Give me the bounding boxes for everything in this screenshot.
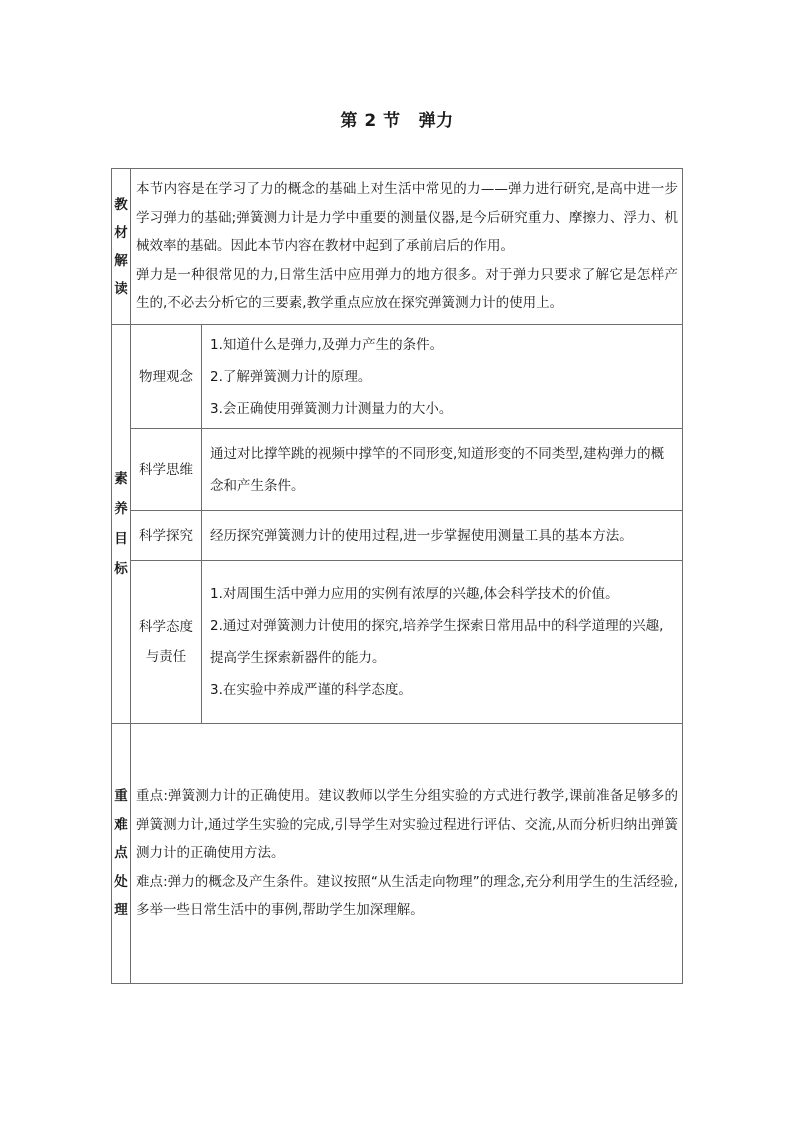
scientific-inquiry-text: 经历探究弹簧测力计的使用过程,进一步掌握使用测量工具的基本方法。 (210, 527, 633, 544)
scientific-inquiry-row (112, 511, 683, 561)
attitude-responsibility-content (202, 561, 683, 724)
textbook-reading-paragraph: 弹力是一种很常见的力,日常生活中应用弹力的地方很多。对于弹力只要求了解它是怎样产生的,不必去分析它的三要素,教学重点应放在探究弹簧测力计的使用上。 (136, 266, 678, 312)
textbook-reading-label: 教 材 解 读 (112, 169, 131, 325)
literacy-goals-label: 素 养 目 标 (112, 325, 131, 724)
list-item: 1.对周围生活中弹力应用的实例有浓厚的兴趣,体会科学技术的价值。 (210, 586, 619, 602)
section-name: 弹力 (418, 111, 454, 131)
key-difficult-row (112, 724, 683, 984)
key-difficult-label: 重 难 点 处 理 (112, 724, 131, 984)
list-item: 3.会正确使用弹簧测力计测量力的大小。 (210, 400, 453, 417)
physics-concept-content (202, 325, 683, 429)
difficult-point-paragraph: 难点:弹力的概念及产生条件。建议按照“从生活走向物理”的理念,充分利用学生的生活经验,多举一些日常生活中的事例,帮助学生加深理解。 (136, 873, 678, 919)
lesson-plan-table (111, 168, 683, 984)
section-number: 第 2 节 (340, 111, 401, 131)
physics-concept-row (112, 325, 683, 429)
scientific-thinking-text: 通过对比撑竿跳的视频中撑竿的不同形变,知道形变的不同类型,建构弹力的概念和产生条件。 (210, 445, 665, 494)
page-title (0, 106, 794, 131)
list-item: 2.通过对弹簧测力计使用的探究,培养学生探索日常用品中的科学道理的兴趣,提高学生探索新器件的能力。 (210, 618, 664, 666)
scientific-thinking-row (112, 429, 683, 511)
textbook-reading-content (131, 169, 683, 325)
scientific-thinking-content (202, 429, 683, 511)
textbook-reading-row (112, 169, 683, 325)
scientific-thinking-label: 科学思维 (131, 429, 202, 511)
list-item: 1.知道什么是弹力,及弹力产生的条件。 (210, 336, 444, 353)
attitude-responsibility-row (112, 561, 683, 724)
textbook-reading-paragraph: 本节内容是在学习了力的概念的基础上对生活中常见的力——弹力进行研究,是高中进一步学习弹力的基础;弹簧测力计是力学中重要的测量仪器,是今后研究重力、摩擦力、浮力、机械效率的基础。因此本节内容在教材中起到了承前启后的作用。 (136, 181, 678, 255)
key-point-paragraph: 重点:弹簧测力计的正确使用。建议教师以学生分组实验的方式进行教学,课前准备足够多的弹簧测力计,通过学生实验的完成,引导学生对实验过程进行评估、交流,从而分析归纳出弹簧测力计的正确使用方法。 (136, 788, 678, 862)
attitude-responsibility-label: 科学态度 与责任 (131, 561, 202, 724)
list-item: 2.了解弹簧测力计的原理。 (210, 368, 372, 385)
scientific-inquiry-content (202, 511, 683, 561)
physics-concept-label: 物理观念 (131, 325, 202, 429)
key-difficult-content (131, 724, 683, 984)
list-item: 3.在实验中养成严谨的科学态度。 (210, 682, 412, 698)
scientific-inquiry-label: 科学探究 (131, 511, 202, 561)
